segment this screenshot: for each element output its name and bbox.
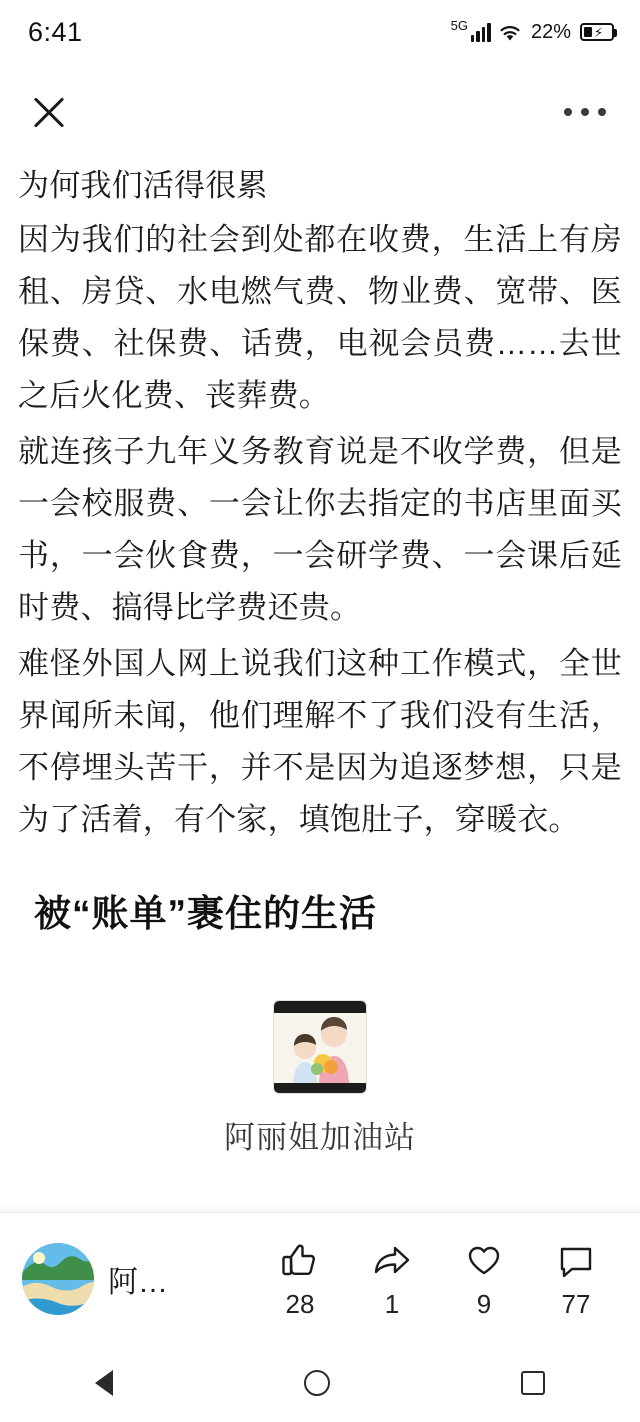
share-icon bbox=[371, 1237, 413, 1283]
like-count: 28 bbox=[285, 1289, 315, 1319]
author-thumbnail-image bbox=[273, 1000, 367, 1094]
wifi-icon bbox=[498, 23, 522, 42]
favorite-count: 9 bbox=[476, 1289, 492, 1319]
article-paragraph: 就连孩子九年义务教育说是不收学费，但是一会校服费、一会让你去指定的书店里面买书，一会伙食费，一会研学费、一会课后延时费、搞得比学费还贵。 bbox=[18, 434, 622, 625]
share-count: 1 bbox=[384, 1289, 400, 1319]
comment-button[interactable] bbox=[530, 1237, 622, 1320]
top-nav-bar bbox=[0, 64, 640, 160]
account-entry[interactable] bbox=[22, 1243, 254, 1315]
battery-percent-label: 22% bbox=[530, 20, 571, 43]
status-icons bbox=[450, 17, 614, 44]
status-time: 6:41 bbox=[28, 16, 83, 47]
back-icon[interactable] bbox=[95, 1370, 113, 1396]
scroll-fade-overlay bbox=[0, 1186, 640, 1212]
comment-count: 77 bbox=[561, 1289, 591, 1319]
article-body bbox=[0, 160, 640, 1157]
signal-icon bbox=[471, 22, 491, 42]
author-name: 阿丽姐加油站 bbox=[224, 1120, 416, 1155]
article-action-bar bbox=[0, 1212, 640, 1344]
recent-apps-icon[interactable] bbox=[521, 1371, 545, 1395]
battery-icon: ⚡ bbox=[580, 23, 614, 41]
network-type-label: 5G bbox=[450, 17, 468, 33]
thumbs-up-icon bbox=[279, 1237, 321, 1283]
home-icon[interactable] bbox=[304, 1370, 330, 1396]
action-buttons bbox=[254, 1237, 622, 1320]
system-nav-bar bbox=[0, 1344, 640, 1422]
comment-icon bbox=[555, 1237, 597, 1283]
avatar[interactable] bbox=[22, 1243, 94, 1315]
more-options-icon[interactable] bbox=[564, 108, 606, 116]
favorite-button[interactable] bbox=[438, 1237, 530, 1320]
status-bar bbox=[0, 0, 640, 64]
author-block bbox=[18, 1000, 622, 1157]
close-icon[interactable] bbox=[30, 92, 70, 132]
heart-icon bbox=[463, 1237, 505, 1283]
article-paragraph: 因为我们的社会到处都在收费，生活上有房租、房贷、水电燃气费、物业费、宽带、医保费、社保费、话费，电视会员费……去世之后火化费、丧葬费。 bbox=[18, 222, 622, 413]
like-button[interactable] bbox=[254, 1237, 346, 1320]
share-button[interactable] bbox=[346, 1237, 438, 1320]
account-name: 阿… bbox=[108, 1265, 168, 1299]
article-paragraph: 难怪外国人网上说我们这种工作模式，全世界闻所未闻，他们理解不了我们没有生活，不停埋头苦干，并不是因为追逐梦想，只是为了活着，有个家，填饱肚子，穿暖衣。 bbox=[18, 646, 622, 837]
section-title: 被“账单”裹住的生活 bbox=[34, 893, 377, 934]
article-paragraph: 为何我们活得很累 bbox=[18, 168, 268, 203]
